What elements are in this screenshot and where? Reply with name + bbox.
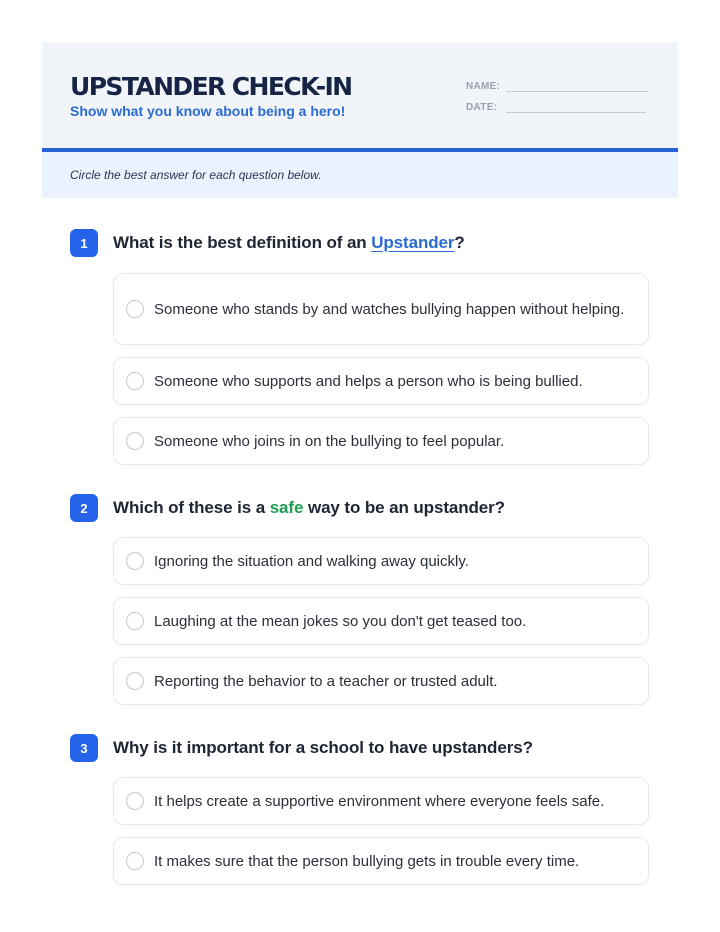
answer-option[interactable] [113,837,649,885]
question-text-part: What is the best definition of an [113,233,372,252]
question-header [70,229,650,257]
answer-option[interactable] [113,273,649,345]
answer-option[interactable] [113,417,649,465]
question-number-badge: 1 [70,229,98,257]
question-text-part: ? [454,233,465,252]
date-label: DATE: [466,102,498,113]
radio-circle-icon[interactable] [126,372,144,390]
name-label: NAME: [466,81,501,92]
name-line[interactable] [506,80,648,92]
answer-option[interactable] [113,657,649,705]
answer-option[interactable] [113,777,649,825]
question-header [70,734,650,762]
radio-circle-icon[interactable] [126,300,144,318]
answer-option-text: Someone who supports and helps a person who is being bullied. [154,372,583,390]
highlight-term: safe [269,498,304,517]
radio-circle-icon[interactable] [126,432,144,450]
question-2 [70,494,650,690]
question-text: Why is it important for a school to have upstanders? [113,738,533,757]
question-header [70,494,650,522]
date-line[interactable] [506,101,646,113]
question-number-badge: 2 [70,494,98,522]
date-field[interactable] [466,101,646,113]
answer-option-text: Reporting the behavior to a teacher or trusted adult. [154,672,498,690]
worksheet-header [42,42,678,152]
worksheet [42,42,678,198]
answer-option[interactable] [113,597,649,645]
question-text-part: Which of these is a [113,498,270,517]
question-3 [70,734,650,870]
name-field[interactable] [466,80,648,92]
question-text [113,233,465,253]
answer-option[interactable] [113,537,649,585]
radio-circle-icon[interactable] [126,672,144,690]
radio-circle-icon[interactable] [126,852,144,870]
instruction-text: Circle the best answer for each question below. [70,168,322,182]
question-number-badge: 3 [70,734,98,762]
answer-option-text: Someone who stands by and watches bullying happen without helping. [154,300,625,318]
page-subtitle: Show what you know about being a hero! [70,103,346,119]
page-title: UPSTANDER CHECK-IN [70,72,352,101]
radio-circle-icon[interactable] [126,792,144,810]
highlight-term: Upstander [371,233,455,252]
question-text-part: way to be an upstander? [303,498,505,517]
answer-option-text: It helps create a supportive environment where everyone feels safe. [154,792,605,810]
answer-option[interactable] [113,357,649,405]
question-text [113,498,505,518]
answer-option-text: It makes sure that the person bullying gets in trouble every time. [154,852,580,870]
question-1 [70,229,650,450]
radio-circle-icon[interactable] [126,552,144,570]
answer-option-text: Ignoring the situation and walking away quickly. [154,552,469,570]
answer-option-text: Laughing at the mean jokes so you don't get teased too. [154,612,527,630]
radio-circle-icon[interactable] [126,612,144,630]
instruction-bar [42,152,678,198]
answer-option-text: Someone who joins in on the bullying to feel popular. [154,432,505,450]
